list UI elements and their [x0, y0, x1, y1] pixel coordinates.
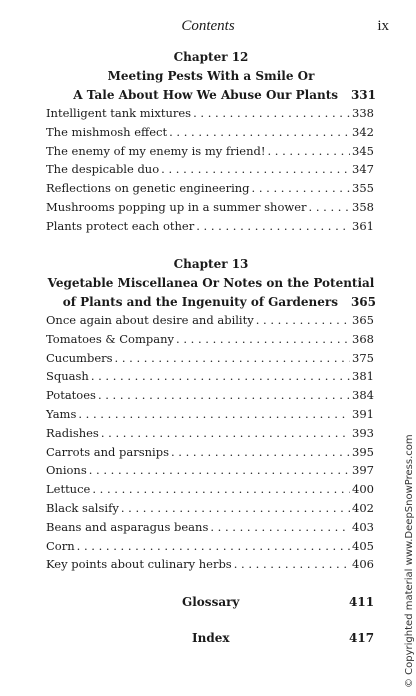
dot-leader — [121, 501, 350, 515]
toc-entry-page-number: 384 — [352, 388, 374, 403]
index-label[interactable]: Index — [192, 631, 230, 645]
toc-entry-label: Black salsify — [46, 501, 119, 515]
toc-entry[interactable] — [46, 181, 374, 199]
toc-entry-page-number: 393 — [352, 425, 374, 440]
running-header-page-number: ix — [377, 18, 389, 34]
toc-entry-label: Yams — [46, 407, 77, 421]
toc-entry-label: The despicable duo — [46, 162, 160, 177]
toc-entry-label: Potatoes — [46, 388, 96, 403]
toc-entry[interactable] — [46, 463, 374, 481]
toc-entry-label: Plants protect each other — [46, 218, 195, 233]
toc-entry-page-number: 347 — [352, 162, 374, 177]
copyright-watermark: © Copyrighted material www.DeepSnowPress.com — [404, 434, 415, 688]
toc-entry-page-number: 358 — [352, 200, 374, 214]
toc-entry-page-number: 345 — [352, 143, 374, 158]
toc-entry[interactable] — [46, 351, 374, 369]
toc-entry-page-number: 400 — [352, 482, 374, 497]
glossary-label[interactable]: Glossary — [182, 595, 240, 609]
toc-entry-label: Tomatoes & Company — [46, 331, 175, 346]
dot-leader — [196, 219, 350, 233]
toc-entry-label: Intelligent tank mixtures — [46, 106, 192, 120]
chapter-12-page-number: 331 — [350, 88, 376, 102]
chapter-13-title-text: of Plants and the Ingenuity of Gardeners — [62, 295, 338, 309]
dot-leader — [268, 144, 351, 158]
toc-entry-label: Key points about culinary herbs — [46, 557, 232, 572]
toc-entry-page-number: 342 — [352, 124, 374, 139]
toc-entry[interactable] — [46, 388, 374, 406]
dot-leader — [234, 557, 350, 571]
toc-entry-page-number: 361 — [352, 218, 374, 233]
toc-entry-page-number: 391 — [352, 407, 374, 421]
toc-entry[interactable] — [46, 144, 374, 162]
toc-entry[interactable] — [46, 106, 374, 124]
chapter-13-number: Chapter 13 — [173, 257, 249, 271]
dot-leader — [92, 482, 350, 496]
dot-leader — [256, 313, 350, 327]
toc-entry-page-number: 365 — [352, 313, 374, 327]
toc-entry[interactable] — [46, 445, 374, 463]
running-header-title: Contents — [181, 18, 235, 34]
toc-entry-page-number: 375 — [352, 350, 374, 365]
chapter-12-number: Chapter 12 — [173, 50, 249, 64]
chapter-12-title-line-1: Meeting Pests With a Smile Or — [107, 69, 315, 83]
toc-entry-page-number: 406 — [352, 557, 374, 572]
chapter-13-title-line-2[interactable] — [46, 295, 376, 309]
dot-leader — [309, 200, 351, 214]
toc-entry[interactable] — [46, 313, 374, 331]
toc-entry-label: Squash — [46, 369, 89, 384]
toc-entry-page-number: 402 — [352, 501, 374, 515]
toc-entry-label: Radishes — [46, 425, 99, 440]
toc-entry-page-number: 395 — [352, 444, 374, 459]
toc-entry-label: Mushrooms popping up in a summer shower — [46, 200, 307, 214]
toc-entry[interactable] — [46, 200, 374, 218]
toc-entry-page-number: 338 — [352, 106, 374, 120]
toc-entry[interactable] — [46, 557, 374, 575]
toc-entry-page-number: 355 — [352, 181, 374, 196]
toc-entry-label: The enemy of my enemy is my friend! — [46, 143, 266, 158]
dot-leader — [169, 125, 350, 139]
toc-entry-page-number: 368 — [352, 331, 374, 346]
dot-leader — [115, 351, 351, 365]
dot-leader — [77, 539, 350, 553]
dot-leader — [78, 407, 350, 421]
toc-entry-page-number: 397 — [352, 463, 374, 478]
dot-leader — [252, 181, 351, 195]
chapter-12-title-line-2[interactable] — [46, 88, 376, 102]
toc-entry-label: Reflections on genetic engineering — [46, 181, 250, 196]
toc-entry[interactable] — [46, 501, 374, 519]
toc-entry[interactable] — [46, 125, 374, 143]
toc-entry-label: Corn — [46, 538, 75, 553]
toc-entry-label: Beans and asparagus beans — [46, 519, 209, 534]
dot-leader — [101, 426, 350, 440]
toc-entry[interactable] — [46, 332, 374, 350]
toc-entry-label: Carrots and parsnips — [46, 444, 169, 459]
toc-entry-label: The mishmosh effect — [46, 124, 168, 139]
toc-entry-label: Lettuce — [46, 482, 91, 497]
dot-leader — [98, 388, 350, 402]
toc-entry[interactable] — [46, 369, 374, 387]
dot-leader — [176, 332, 350, 346]
toc-entry[interactable] — [46, 539, 374, 557]
dot-leader — [210, 520, 350, 534]
toc-entry-page-number: 405 — [352, 538, 374, 553]
glossary-page-number: 411 — [349, 595, 375, 609]
toc-entry-page-number: 381 — [352, 369, 374, 384]
toc-entry-label: Once again about desire and ability — [46, 313, 254, 327]
dot-leader — [193, 106, 350, 120]
dot-leader — [89, 463, 350, 477]
toc-entry[interactable] — [46, 520, 374, 538]
toc-entry[interactable] — [46, 219, 374, 237]
chapter-13-page-number: 365 — [350, 295, 376, 309]
dot-leader — [161, 162, 350, 176]
dot-leader — [171, 445, 350, 459]
toc-entry-label: Onions — [46, 463, 87, 478]
toc-entry[interactable] — [46, 162, 374, 180]
chapter-12-title-text: A Tale About How We Abuse Our Plants — [73, 88, 338, 102]
dot-leader — [91, 369, 350, 383]
toc-entry-label: Cucumbers — [46, 350, 113, 365]
toc-entry[interactable] — [46, 407, 374, 425]
toc-entry[interactable] — [46, 426, 374, 444]
toc-entry-page-number: 403 — [352, 519, 374, 534]
chapter-13-title-line-1: Vegetable Miscellanea Or Notes on the Potential — [47, 276, 375, 290]
toc-entry[interactable] — [46, 482, 374, 500]
index-page-number: 417 — [349, 631, 375, 645]
